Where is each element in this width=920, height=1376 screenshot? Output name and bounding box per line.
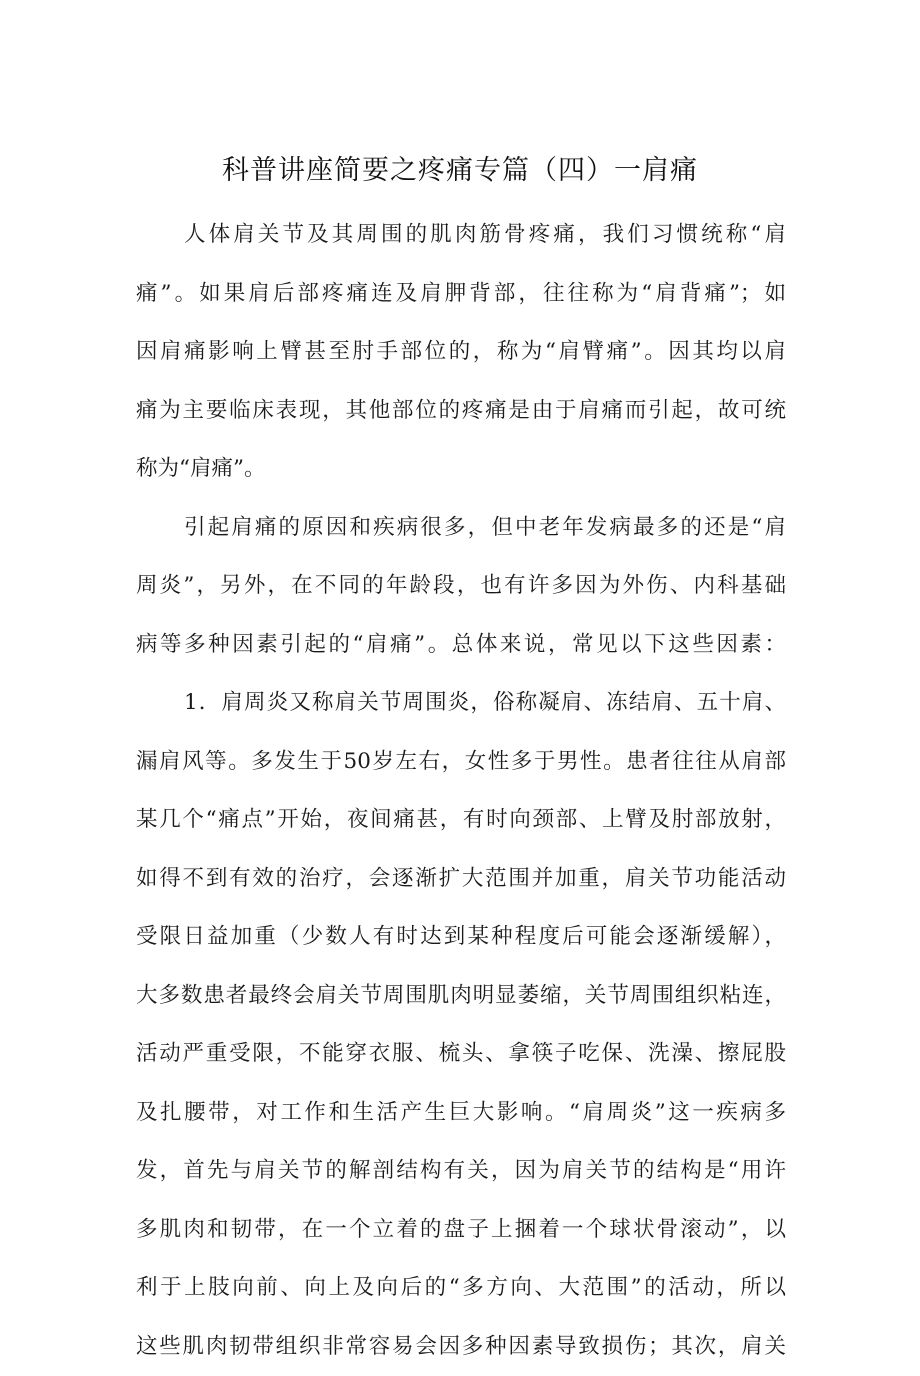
text-line: 及扎腰带，对工作和生活产生巨大影响。“肩周炎”这一疾病多 [136,1084,786,1143]
text-line: 人体肩关节及其周围的肌肉筋骨疼痛，我们习惯统称“肩 [136,206,786,265]
text-line: 引起肩痛的原因和疾病很多，但中老年发病最多的还是“肩 [136,499,786,558]
text-line: 多肌肉和韧带，在一个立着的盘子上捆着一个球状骨滚动”，以 [136,1201,786,1260]
text-line: 1．肩周炎又称肩关节周围炎，俗称凝肩、冻结肩、五十肩、 [136,674,786,733]
text-line: 因肩痛影响上臂甚至肘手部位的，称为“肩臂痛”。因其均以肩 [136,323,786,382]
text-line: 受限日益加重（少数人有时达到某种程度后可能会逐渐缓解）， [136,908,786,967]
text-line: 病等多种因素引起的“肩痛”。总体来说，常见以下这些因素： [136,616,786,675]
paragraph [136,499,786,675]
paragraph [136,674,786,1376]
text-line: 大多数患者最终会肩关节周围肌肉明显萎缩，关节周围组织粘连， [136,967,786,1026]
text-line: 称为“肩痛”。 [136,440,786,499]
paragraph [136,206,786,499]
document-title: 科普讲座简要之疼痛专篇（四）一肩痛 [0,148,920,187]
text-line: 这些肌肉韧带组织非常容易会因多种因素导致损伤；其次，肩关 [136,1318,786,1376]
text-line: 利于上肢向前、向上及向后的“多方向、大范围”的活动，所以 [136,1259,786,1318]
text-line: 活动严重受限，不能穿衣服、梳头、拿筷子吃保、洗澡、擦屁股 [136,1025,786,1084]
text-line: 漏肩风等。多发生于50岁左右，女性多于男性。患者往往从肩部 [136,733,786,792]
text-line: 痛为主要临床表现，其他部位的疼痛是由于肩痛而引起，故可统 [136,382,786,441]
text-line: 某几个“痛点”开始，夜间痛甚，有时向颈部、上臂及肘部放射， [136,791,786,850]
document-body [136,206,786,1376]
text-line: 周炎”，另外，在不同的年龄段，也有许多因为外伤、内科基础 [136,557,786,616]
text-line: 发，首先与肩关节的解剖结构有关，因为肩关节的结构是“用许 [136,1142,786,1201]
text-line: 如得不到有效的治疗，会逐渐扩大范围并加重，肩关节功能活动 [136,850,786,909]
text-line: 痛”。如果肩后部疼痛连及肩胛背部，往往称为“肩背痛”；如 [136,265,786,324]
